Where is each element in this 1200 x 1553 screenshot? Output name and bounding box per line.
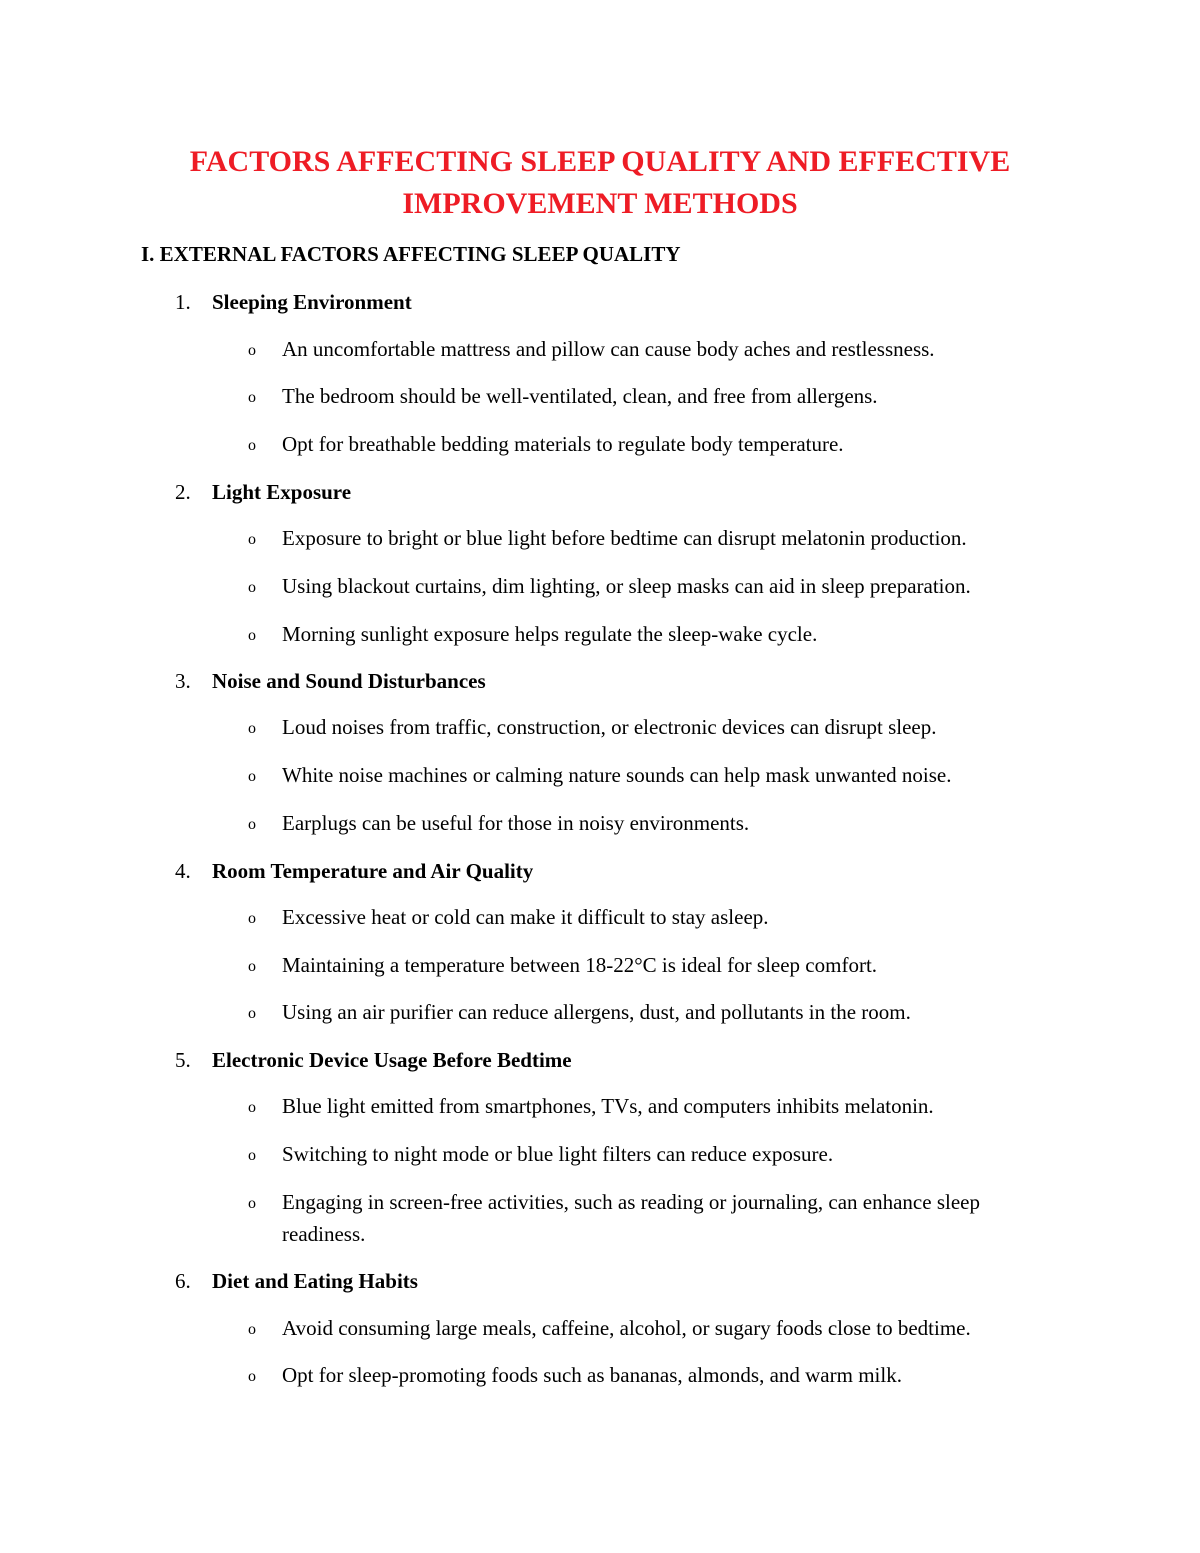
bullet-marker: o <box>248 389 256 406</box>
item-title: Noise and Sound Disturbances <box>212 669 486 693</box>
bullet-marker: o <box>248 1099 256 1116</box>
item-title: Room Temperature and Air Quality <box>212 859 534 883</box>
bullet-text: Loud noises from traffic, construction, or electronic devices can disrupt sleep. <box>282 715 937 739</box>
bullet-text: Engaging in screen-free activities, such as reading or journaling, can enhance sleep readiness. <box>282 1190 980 1246</box>
bullet-marker: o <box>248 1321 256 1338</box>
item-title: Light Exposure <box>212 480 352 504</box>
bullet-marker: o <box>248 1368 256 1385</box>
bullet-marker: o <box>248 1147 256 1164</box>
bullet-text: Using an air purifier can reduce allergens, dust, and pollutants in the room. <box>282 1000 911 1024</box>
title-line-2: IMPROVEMENT METHODS <box>402 187 798 220</box>
bullet-text: Using blackout curtains, dim lighting, or sleep masks can aid in sleep preparation. <box>282 574 971 598</box>
bullet-marker: o <box>248 579 256 596</box>
bullet-text: White noise machines or calming nature sounds can help mask unwanted noise. <box>282 763 952 787</box>
bullet-marker: o <box>248 1005 256 1022</box>
item-title: Diet and Eating Habits <box>212 1269 418 1293</box>
bullet-text: Exposure to bright or blue light before bedtime can disrupt melatonin production. <box>282 526 967 550</box>
bullet-marker: o <box>248 531 256 548</box>
document-title <box>0 141 1200 225</box>
item-number: 1. <box>175 290 191 314</box>
bullet-text: Switching to night mode or blue light filters can reduce exposure. <box>282 1142 834 1166</box>
item-number: 5. <box>175 1048 191 1072</box>
item-title: Electronic Device Usage Before Bedtime <box>212 1048 572 1072</box>
bullet-marker: o <box>248 342 256 359</box>
item-number: 6. <box>175 1269 191 1293</box>
bullet-marker: o <box>248 437 256 454</box>
bullet-text: Blue light emitted from smartphones, TVs, and computers inhibits melatonin. <box>282 1094 934 1118</box>
bullet-marker: o <box>248 816 256 833</box>
bullet-marker: o <box>248 910 256 927</box>
item-number: 4. <box>175 859 191 883</box>
bullet-text: Excessive heat or cold can make it difficult to stay asleep. <box>282 905 769 929</box>
bullet-marker: o <box>248 720 256 737</box>
bullet-text: Avoid consuming large meals, caffeine, alcohol, or sugary foods close to bedtime. <box>282 1316 971 1340</box>
bullet-marker: o <box>248 768 256 785</box>
title-line-1: FACTORS AFFECTING SLEEP QUALITY AND EFFECTIVE <box>189 145 1011 178</box>
item-title: Sleeping Environment <box>212 290 412 314</box>
bullet-text: Maintaining a temperature between 18-22°C is ideal for sleep comfort. <box>282 953 878 977</box>
item-number: 2. <box>175 480 191 504</box>
bullet-text: Opt for sleep-promoting foods such as bananas, almonds, and warm milk. <box>282 1363 902 1387</box>
bullet-text: The bedroom should be well-ventilated, clean, and free from allergens. <box>282 384 878 408</box>
bullet-marker: o <box>248 1195 256 1212</box>
bullet-text: Earplugs can be useful for those in noisy environments. <box>282 811 750 835</box>
bullet-text: Opt for breathable bedding materials to regulate body temperature. <box>282 432 844 456</box>
bullet-text: An uncomfortable mattress and pillow can cause body aches and restlessness. <box>282 337 935 361</box>
bullet-text: Morning sunlight exposure helps regulate the sleep-wake cycle. <box>282 622 818 646</box>
bullet-marker: o <box>248 958 256 975</box>
bullet-marker: o <box>248 627 256 644</box>
section-heading: I. EXTERNAL FACTORS AFFECTING SLEEP QUALITY <box>141 242 681 266</box>
item-number: 3. <box>175 669 191 693</box>
